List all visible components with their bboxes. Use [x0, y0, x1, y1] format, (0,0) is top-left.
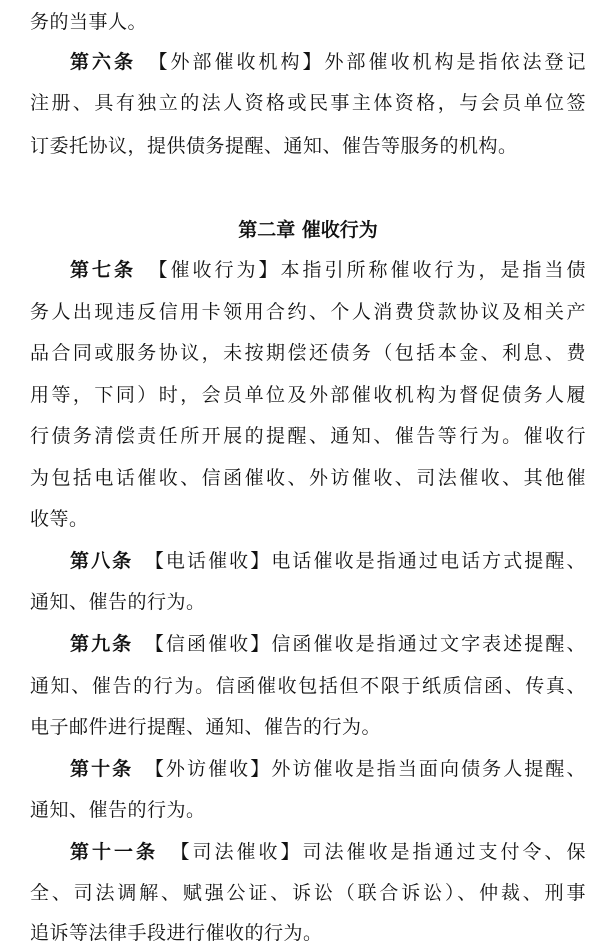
- text-line: 通知、催告的行为。信函催收包括但不限于纸质信函、传真、: [30, 675, 586, 697]
- article-7-label: 第七条: [70, 259, 136, 281]
- article-11-label: 第十一条: [70, 841, 158, 863]
- text-line: 为包括电话催收、信函催收、外访催收、司法催收、其他催: [30, 467, 586, 489]
- text-line: 务的当事人。: [30, 11, 148, 33]
- text-line: 通知、催告的行为。: [30, 591, 206, 613]
- article-7-first-line: [70, 258, 586, 282]
- text-line: 行债务清偿责任所开展的提醒、通知、催告等行为。催收行: [30, 425, 586, 447]
- text-line: 全、司法调解、赋强公证、诉讼（联合诉讼）、仲裁、刑事: [30, 882, 586, 904]
- article-6-label: 第六条: [70, 51, 136, 73]
- text-line: 追诉等法律手段进行催收的行为。: [30, 922, 323, 944]
- text-line: 注册、具有独立的法人资格或民事主体资格，与会员单位签: [30, 92, 586, 114]
- text-line: 通知、催告的行为。: [30, 799, 206, 821]
- article-9-label: 第九条: [70, 633, 134, 655]
- chapter-title: 第二章 催收行为: [238, 219, 378, 241]
- article-6-text: 【外部催收机构】外部催收机构是指依法登记: [146, 51, 586, 73]
- article-6-first-line: [70, 50, 586, 74]
- text-line: 务人出现违反信用卡领用合约、个人消费贷款协议及相关产: [30, 301, 586, 323]
- article-9-text: 【信函催收】信函催收是指通过文字表述提醒、: [143, 633, 586, 655]
- article-10-label: 第十条: [70, 758, 134, 780]
- article-10-first-line: [70, 757, 586, 781]
- text-line: 收等。: [30, 508, 89, 530]
- article-7-text: 【催收行为】本指引所称催收行为，是指当债: [146, 259, 586, 281]
- article-11-text: 【司法催收】司法催收是指通过支付令、保: [168, 841, 586, 863]
- text-line: 品合同或服务协议，未按期偿还债务（包括本金、利息、费: [30, 342, 586, 364]
- text-line: 电子邮件进行提醒、通知、催告的行为。: [30, 716, 382, 738]
- article-8-first-line: [70, 549, 586, 573]
- article-8-label: 第八条: [70, 550, 134, 572]
- article-11-first-line: [70, 840, 586, 864]
- text-line: 用等，下同）时，会员单位及外部催收机构为督促债务人履: [30, 384, 586, 406]
- article-8-text: 【电话催收】电话催收是指通过电话方式提醒、: [143, 550, 586, 572]
- article-9-first-line: [70, 632, 586, 656]
- article-10-text: 【外访催收】外访催收是指当面向债务人提醒、: [143, 758, 586, 780]
- text-line: 订委托协议，提供债务提醒、通知、催告等服务的机构。: [30, 135, 518, 157]
